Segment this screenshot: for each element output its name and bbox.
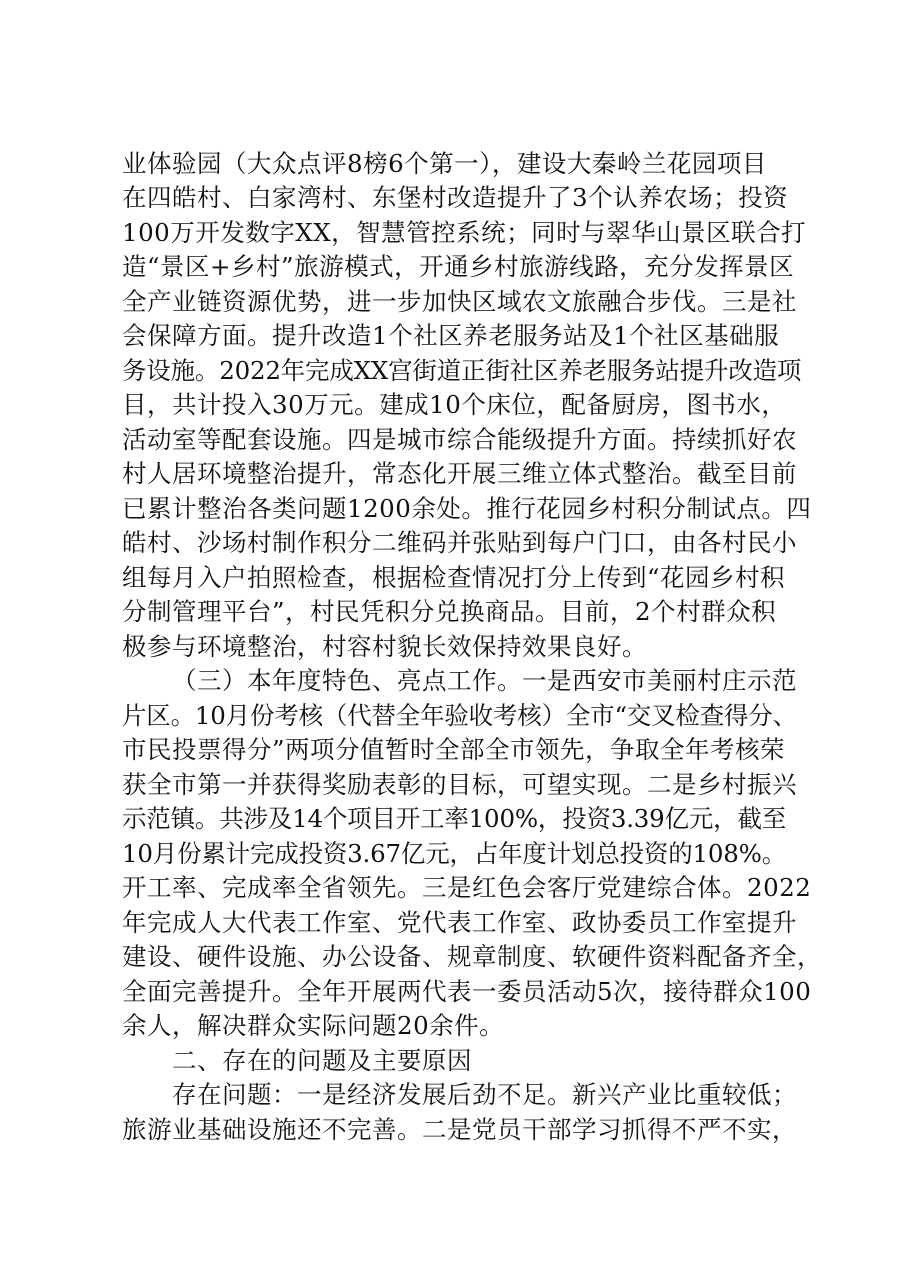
body-text-line: 示范镇。共涉及14个项目开工率100%，投资3.39亿元，截至	[122, 804, 787, 833]
body-text-line: 获全市第一并获得奖励表彰的目标，可望实现。二是乡村振兴	[122, 770, 797, 799]
body-text-line: 活动室等配套设施。四是城市综合能级提升方面。持续抓好农	[122, 425, 797, 454]
body-text-line: 旅游业基础设施还不完善。二是党员干部学习抓得不严不实，	[122, 1115, 797, 1144]
section-heading: 二、存在的问题及主要原因	[172, 1046, 472, 1075]
body-text-line: 全产业链资源优势，进一步加快区域农文旅融合步伐。三是社	[122, 287, 797, 316]
body-text-line: 建设、硬件设施、办公设备、规章制度、软硬件资料配备齐全，	[122, 942, 822, 971]
body-text-line: 组每月入户拍照检查，根据检查情况打分上传到“花园乡村积	[122, 563, 786, 592]
body-text-line: 年完成人大代表工作室、党代表工作室、政协委员工作室提升	[122, 908, 797, 937]
section-paragraph-start: 存在问题：一是经济发展后劲不足。新兴产业比重较低；	[172, 1080, 797, 1109]
body-text-line: 分制管理平台”，村民凭积分兑换商品。目前，2个村群众积	[122, 597, 777, 626]
body-text-line: 造“景区+乡村”旅游模式，开通乡村旅游线路，充分发挥景区	[122, 252, 795, 281]
body-text-line: 开工率、完成率全省领先。三是红色会客厅党建综合体。2022	[122, 873, 812, 902]
body-text-line: 业体验园（大众点评8榜6个第一），建设大秦岭兰花园项目	[122, 149, 767, 178]
body-text-line: 余人，解决群众实际问题20余件。	[122, 1011, 505, 1040]
body-text-line: 务设施。2022年完成XX宫街道正街社区养老服务站提升改造项	[122, 356, 802, 385]
body-text-line: 村人居环境整治提升，常态化开展三维立体式整治。截至目前	[122, 459, 797, 488]
body-text-line: 会保障方面。提升改造1个社区养老服务站及1个社区基础服	[122, 321, 780, 350]
body-text-line: 100万开发数字XX，智慧管控系统；同时与翠华山景区联合打	[122, 218, 807, 247]
body-text-line: 皓村、沙场村制作积分二维码并张贴到每户门口，由各村民小	[122, 528, 797, 557]
body-text-line: 市民投票得分”两项分值暂时全部全市领先，争取全年考核荣	[122, 735, 786, 764]
body-text-line: 全面完善提升。全年开展两代表一委员活动5次，接待群众100	[122, 977, 812, 1006]
body-text-line: 极参与环境整治，村容村貌长效保持效果良好。	[122, 632, 647, 661]
section-paragraph-start: （三）本年度特色、亮点工作。一是西安市美丽村庄示范	[172, 666, 797, 695]
body-text-line: 片区。10月份考核（代替全年验收考核）全市“交叉检查得分、	[122, 701, 797, 730]
body-text-line: 目，共计投入30万元。建成10个床位，配备厨房，图书水，	[122, 390, 787, 419]
body-text-line: 10月份累计完成投资3.67亿元，占年度计划总投资的108%。	[122, 839, 787, 868]
body-text-line: 在四皓村、白家湾村、东堡村改造提升了3个认养农场；投资	[122, 183, 789, 212]
body-text-line: 已累计整治各类问题1200余处。推行花园乡村积分制试点。四	[122, 494, 812, 523]
